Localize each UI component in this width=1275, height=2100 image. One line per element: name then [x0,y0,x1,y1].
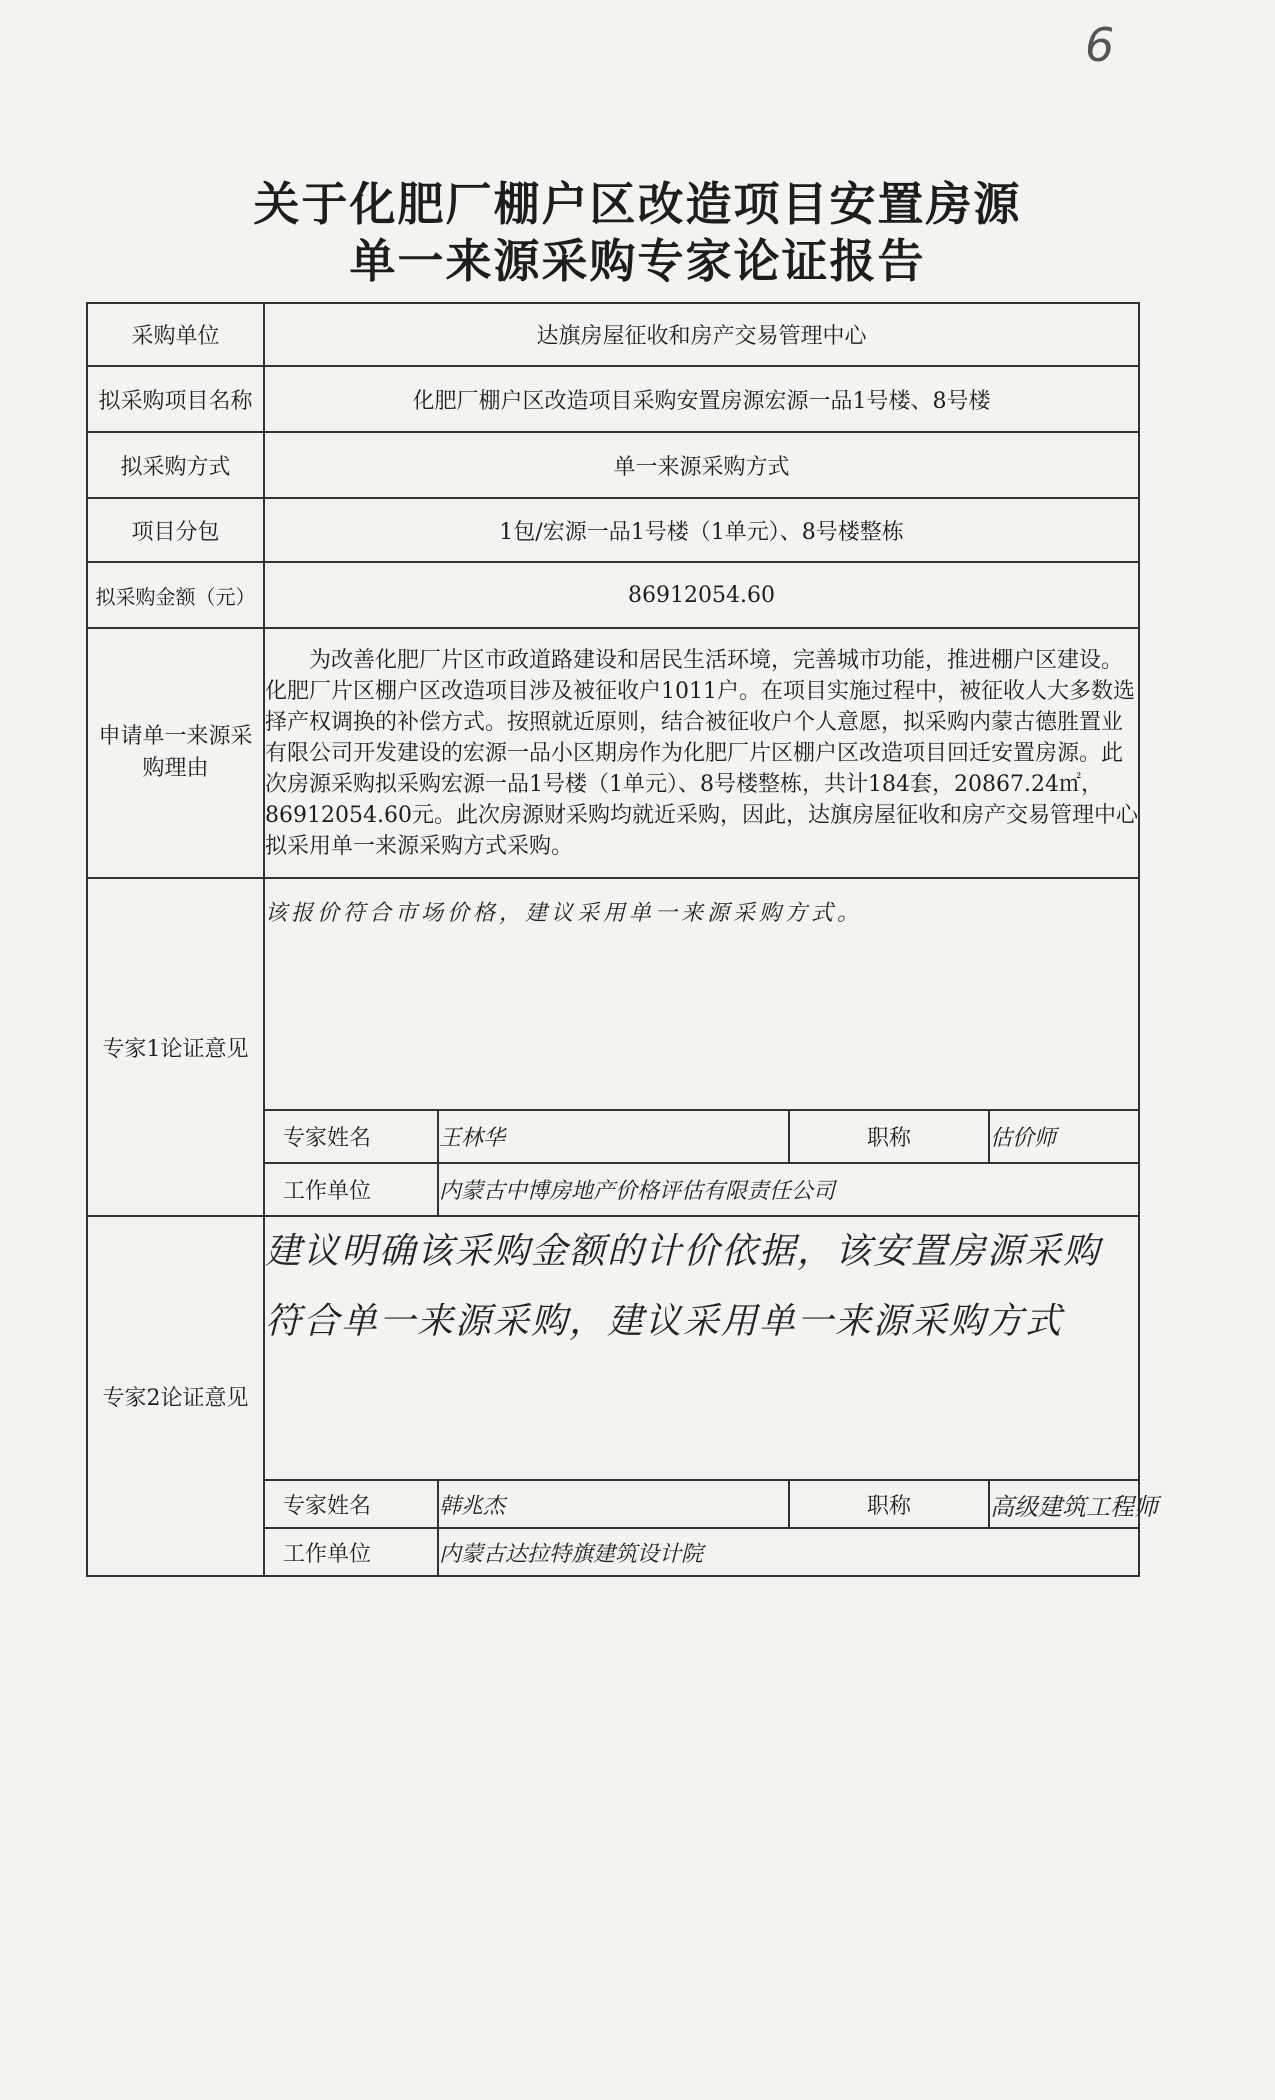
project-name-value: 化肥厂棚户区改造项目采购安置房源宏源一品1号楼、8号楼 [264,366,1139,432]
document-title-line1: 关于化肥厂棚户区改造项目安置房源 [253,177,1022,231]
lots-value: 1包/宏源一品1号楼（1单元）、8号楼整栋 [264,498,1139,562]
row-method [87,432,1139,498]
expert2-opinion-handwritten: 建议明确该采购金额的计价依据，该安置房源采购符合单一来源采购，建议采用单一来源采购方式 [264,1216,1139,1480]
row-amount [87,562,1139,628]
expert1-label: 专家1论证意见 [87,878,264,1216]
lots-label: 项目分包 [87,498,264,562]
reason-label: 申请单一来源采购理由 [87,628,264,878]
project-name-label: 拟采购项目名称 [87,366,264,432]
reason-value: 为改善化肥厂片区市政道路建设和居民生活环境，完善城市功能，推进棚户区建设。化肥厂片区棚户区改造项目涉及被征收户1011户。在项目实施过程中，被征收人大多数选择产权调换的补偿方式。按照就近原则，结合被征收户个人意愿，拟采购内蒙古德胜置业有限公司开发建设的宏源一品小区期房作为化肥厂片区棚户区改造项目回迁安置房源。此次房源采购拟采购宏源一品1号楼（1单元）、8号楼整栋，共计184套，20867.24㎡，86912054.60元。此次房源财采购均就近采购，因此，达旗房屋征收和房产交易管理中心拟采用单一来源采购方式采购。 [264,628,1139,878]
expert1-title-label: 职称 [789,1110,989,1163]
purchaser-label: 采购单位 [87,303,264,366]
row-reason [87,628,1139,878]
row-purchaser [87,303,1139,366]
expert2-org-handwritten: 内蒙古达拉特旗建筑设计院 [438,1528,1139,1576]
expert2-name-label: 专家姓名 [264,1480,438,1528]
expert2-title-handwritten: 高级建筑工程师 [989,1480,1139,1528]
row-project-name [87,366,1139,432]
expert1-org-label: 工作单位 [264,1163,438,1216]
row-expert1-opinion [87,878,1139,1110]
row-lots [87,498,1139,562]
page-number-handwritten: 6 [1085,18,1115,72]
expert2-title-label: 职称 [789,1480,989,1528]
expert2-org-label: 工作单位 [264,1528,438,1576]
row-expert2-opinion [87,1216,1139,1480]
expert1-name-label: 专家姓名 [264,1110,438,1163]
document-title-line2: 单一来源采购专家论证报告 [349,234,926,288]
expert1-org-handwritten: 内蒙古中博房地产价格评估有限责任公司 [438,1163,1139,1216]
expert1-name-handwritten: 王林华 [438,1110,789,1163]
expert2-name-handwritten: 韩兆杰 [438,1480,789,1528]
expert1-title-handwritten: 估价师 [989,1110,1139,1163]
expert1-opinion-handwritten: 该报价符合市场价格，建议采用单一来源采购方式。 [264,878,1139,1110]
amount-label: 拟采购金额（元） [87,562,264,628]
expert2-label: 专家2论证意见 [87,1216,264,1576]
purchaser-value: 达旗房屋征收和房产交易管理中心 [264,303,1139,366]
method-label: 拟采购方式 [87,432,264,498]
argumentation-form [86,302,1158,1577]
method-value: 单一来源采购方式 [264,432,1139,498]
amount-value: 86912054.60 [264,562,1139,628]
